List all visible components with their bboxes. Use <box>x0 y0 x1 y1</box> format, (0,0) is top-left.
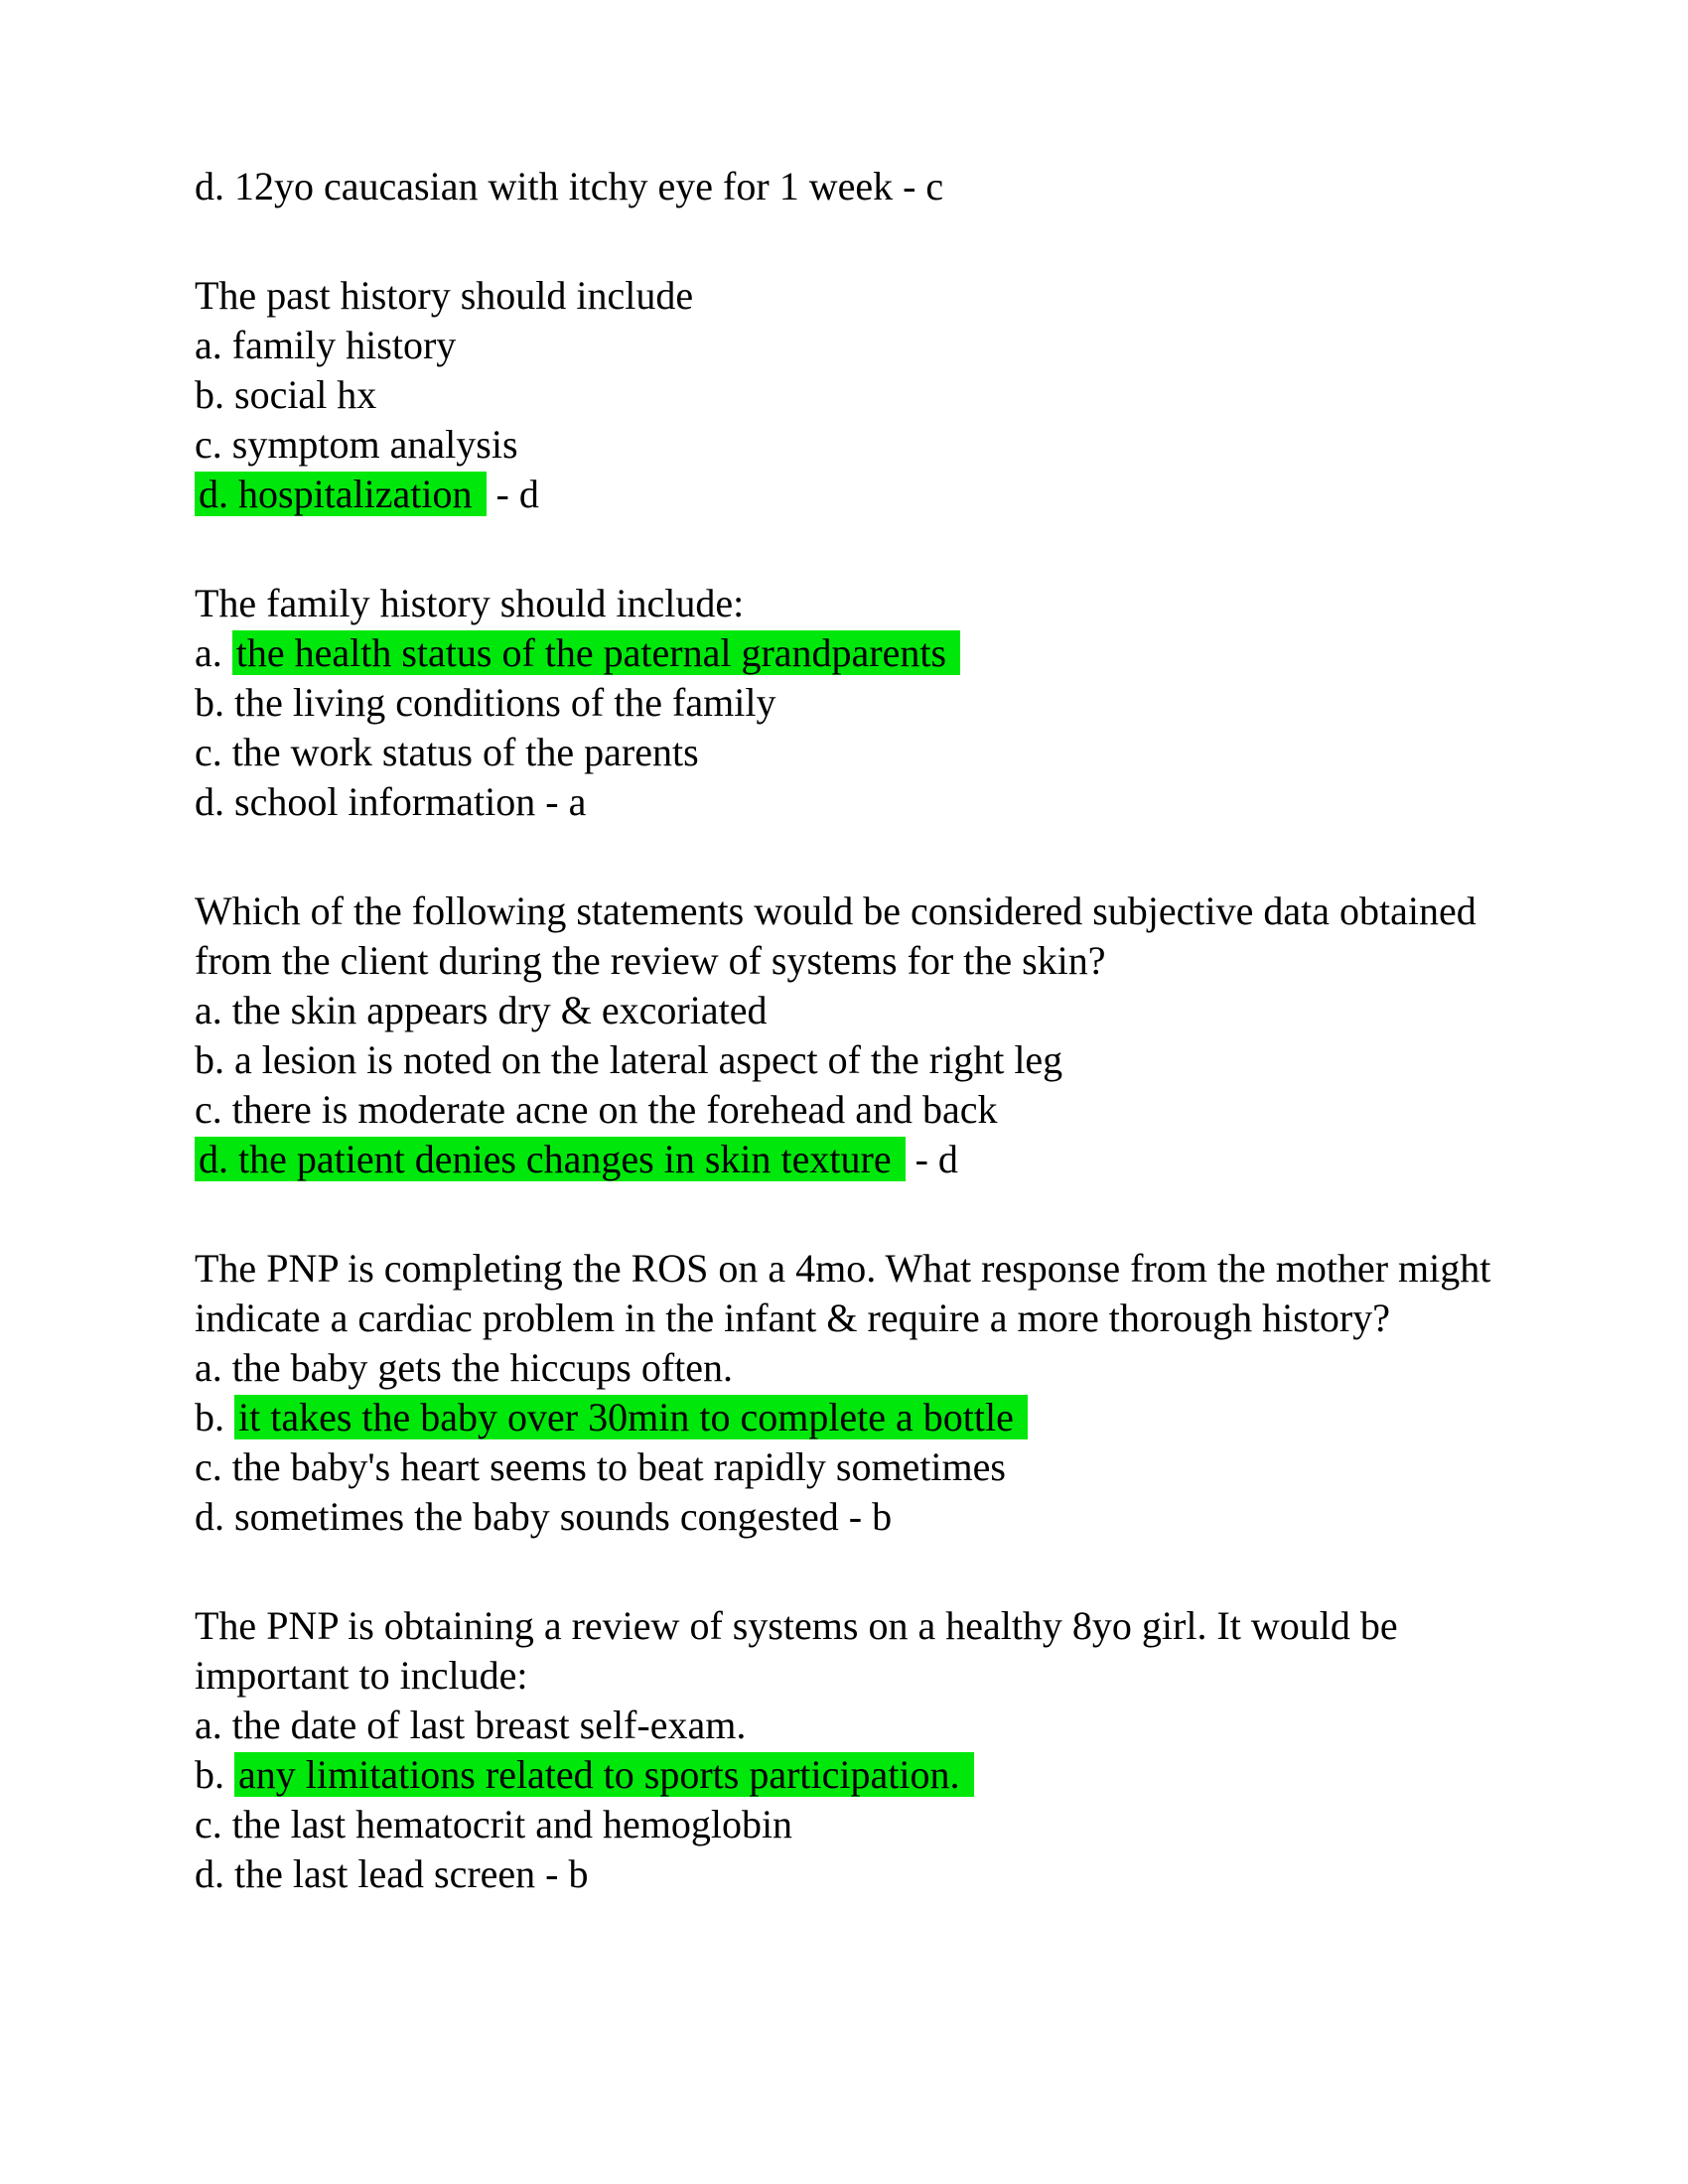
text-line <box>195 579 1648 628</box>
highlighted-answer-text: d. the patient denies changes in skin texture <box>195 1137 906 1181</box>
text-line <box>195 777 1648 827</box>
text-segment: c. the work status of the parents <box>195 730 699 774</box>
text-line <box>195 1343 1648 1393</box>
text-line <box>195 887 1648 936</box>
highlighted-answer-text: any limitations related to sports participation. <box>234 1752 974 1797</box>
question-subjective-skin-data <box>195 887 1648 1184</box>
text-segment: a. <box>195 630 232 675</box>
text-line <box>195 1035 1648 1085</box>
text-line <box>195 1849 1648 1899</box>
text-line <box>195 1492 1648 1542</box>
text-segment: - d <box>905 1137 958 1181</box>
text-line <box>195 1601 1648 1651</box>
text-line <box>195 1651 1648 1701</box>
highlighted-answer-text: it takes the baby over 30min to complete a bottle <box>234 1395 1028 1439</box>
highlighted-answer-text: the health status of the paternal grandparents <box>232 630 960 675</box>
text-line <box>195 678 1648 728</box>
text-segment: - d <box>486 472 539 516</box>
text-line <box>195 162 1648 211</box>
text-segment: d. school information - a <box>195 779 587 824</box>
text-segment: c. there is moderate acne on the forehead and back <box>195 1087 998 1132</box>
text-line <box>195 1085 1648 1135</box>
text-segment: c. symptom analysis <box>195 422 518 467</box>
text-segment: The PNP is obtaining a review of systems on a healthy 8yo girl. It would be <box>195 1603 1398 1648</box>
text-line <box>195 1750 1648 1800</box>
text-segment: d. 12yo caucasian with itchy eye for 1 week - c <box>195 164 944 208</box>
text-segment: b. social hx <box>195 372 377 417</box>
question-family-history <box>195 579 1648 827</box>
text-segment: b. the living conditions of the family <box>195 680 776 725</box>
text-segment: a. the baby gets the hiccups often. <box>195 1345 734 1390</box>
text-segment: d. the last lead screen - b <box>195 1851 589 1896</box>
text-line <box>195 1393 1648 1442</box>
text-line <box>195 728 1648 777</box>
text-segment: a. family history <box>195 323 457 367</box>
text-line <box>195 370 1648 420</box>
text-line <box>195 1701 1648 1750</box>
text-line <box>195 1442 1648 1492</box>
question-fragment-itchy-eye <box>195 162 1648 211</box>
text-segment: a. the date of last breast self-exam. <box>195 1703 747 1747</box>
text-line <box>195 1800 1648 1849</box>
highlighted-answer-text: d. hospitalization <box>195 472 487 516</box>
text-segment: The family history should include: <box>195 581 745 625</box>
text-segment: c. the baby's heart seems to beat rapidly sometimes <box>195 1444 1006 1489</box>
text-line <box>195 628 1648 678</box>
text-segment: Which of the following statements would be considered subjective data obtained <box>195 888 1477 933</box>
question-cardiac-ros-4mo <box>195 1244 1648 1542</box>
text-segment: b. <box>195 1395 234 1439</box>
text-line <box>195 936 1648 986</box>
text-line <box>195 470 1648 519</box>
text-segment: The PNP is completing the ROS on a 4mo. What response from the mother might <box>195 1246 1491 1291</box>
text-line <box>195 271 1648 321</box>
text-line <box>195 986 1648 1035</box>
text-segment: b. a lesion is noted on the lateral aspect of the right leg <box>195 1037 1063 1082</box>
text-segment: The past history should include <box>195 273 694 318</box>
text-segment: a. the skin appears dry & excoriated <box>195 988 768 1032</box>
text-line <box>195 1135 1648 1184</box>
text-segment: c. the last hematocrit and hemoglobin <box>195 1802 793 1846</box>
text-line <box>195 1244 1648 1294</box>
text-segment: important to include: <box>195 1653 528 1698</box>
text-line <box>195 321 1648 370</box>
text-line <box>195 420 1648 470</box>
text-segment: b. <box>195 1752 234 1797</box>
text-segment: d. sometimes the baby sounds congested - b <box>195 1494 893 1539</box>
question-past-history <box>195 271 1648 519</box>
question-ros-8yo-girl <box>195 1601 1648 1899</box>
text-line <box>195 1294 1648 1343</box>
text-segment: from the client during the review of systems for the skin? <box>195 938 1106 983</box>
text-segment: indicate a cardiac problem in the infant & require a more thorough history? <box>195 1296 1391 1340</box>
